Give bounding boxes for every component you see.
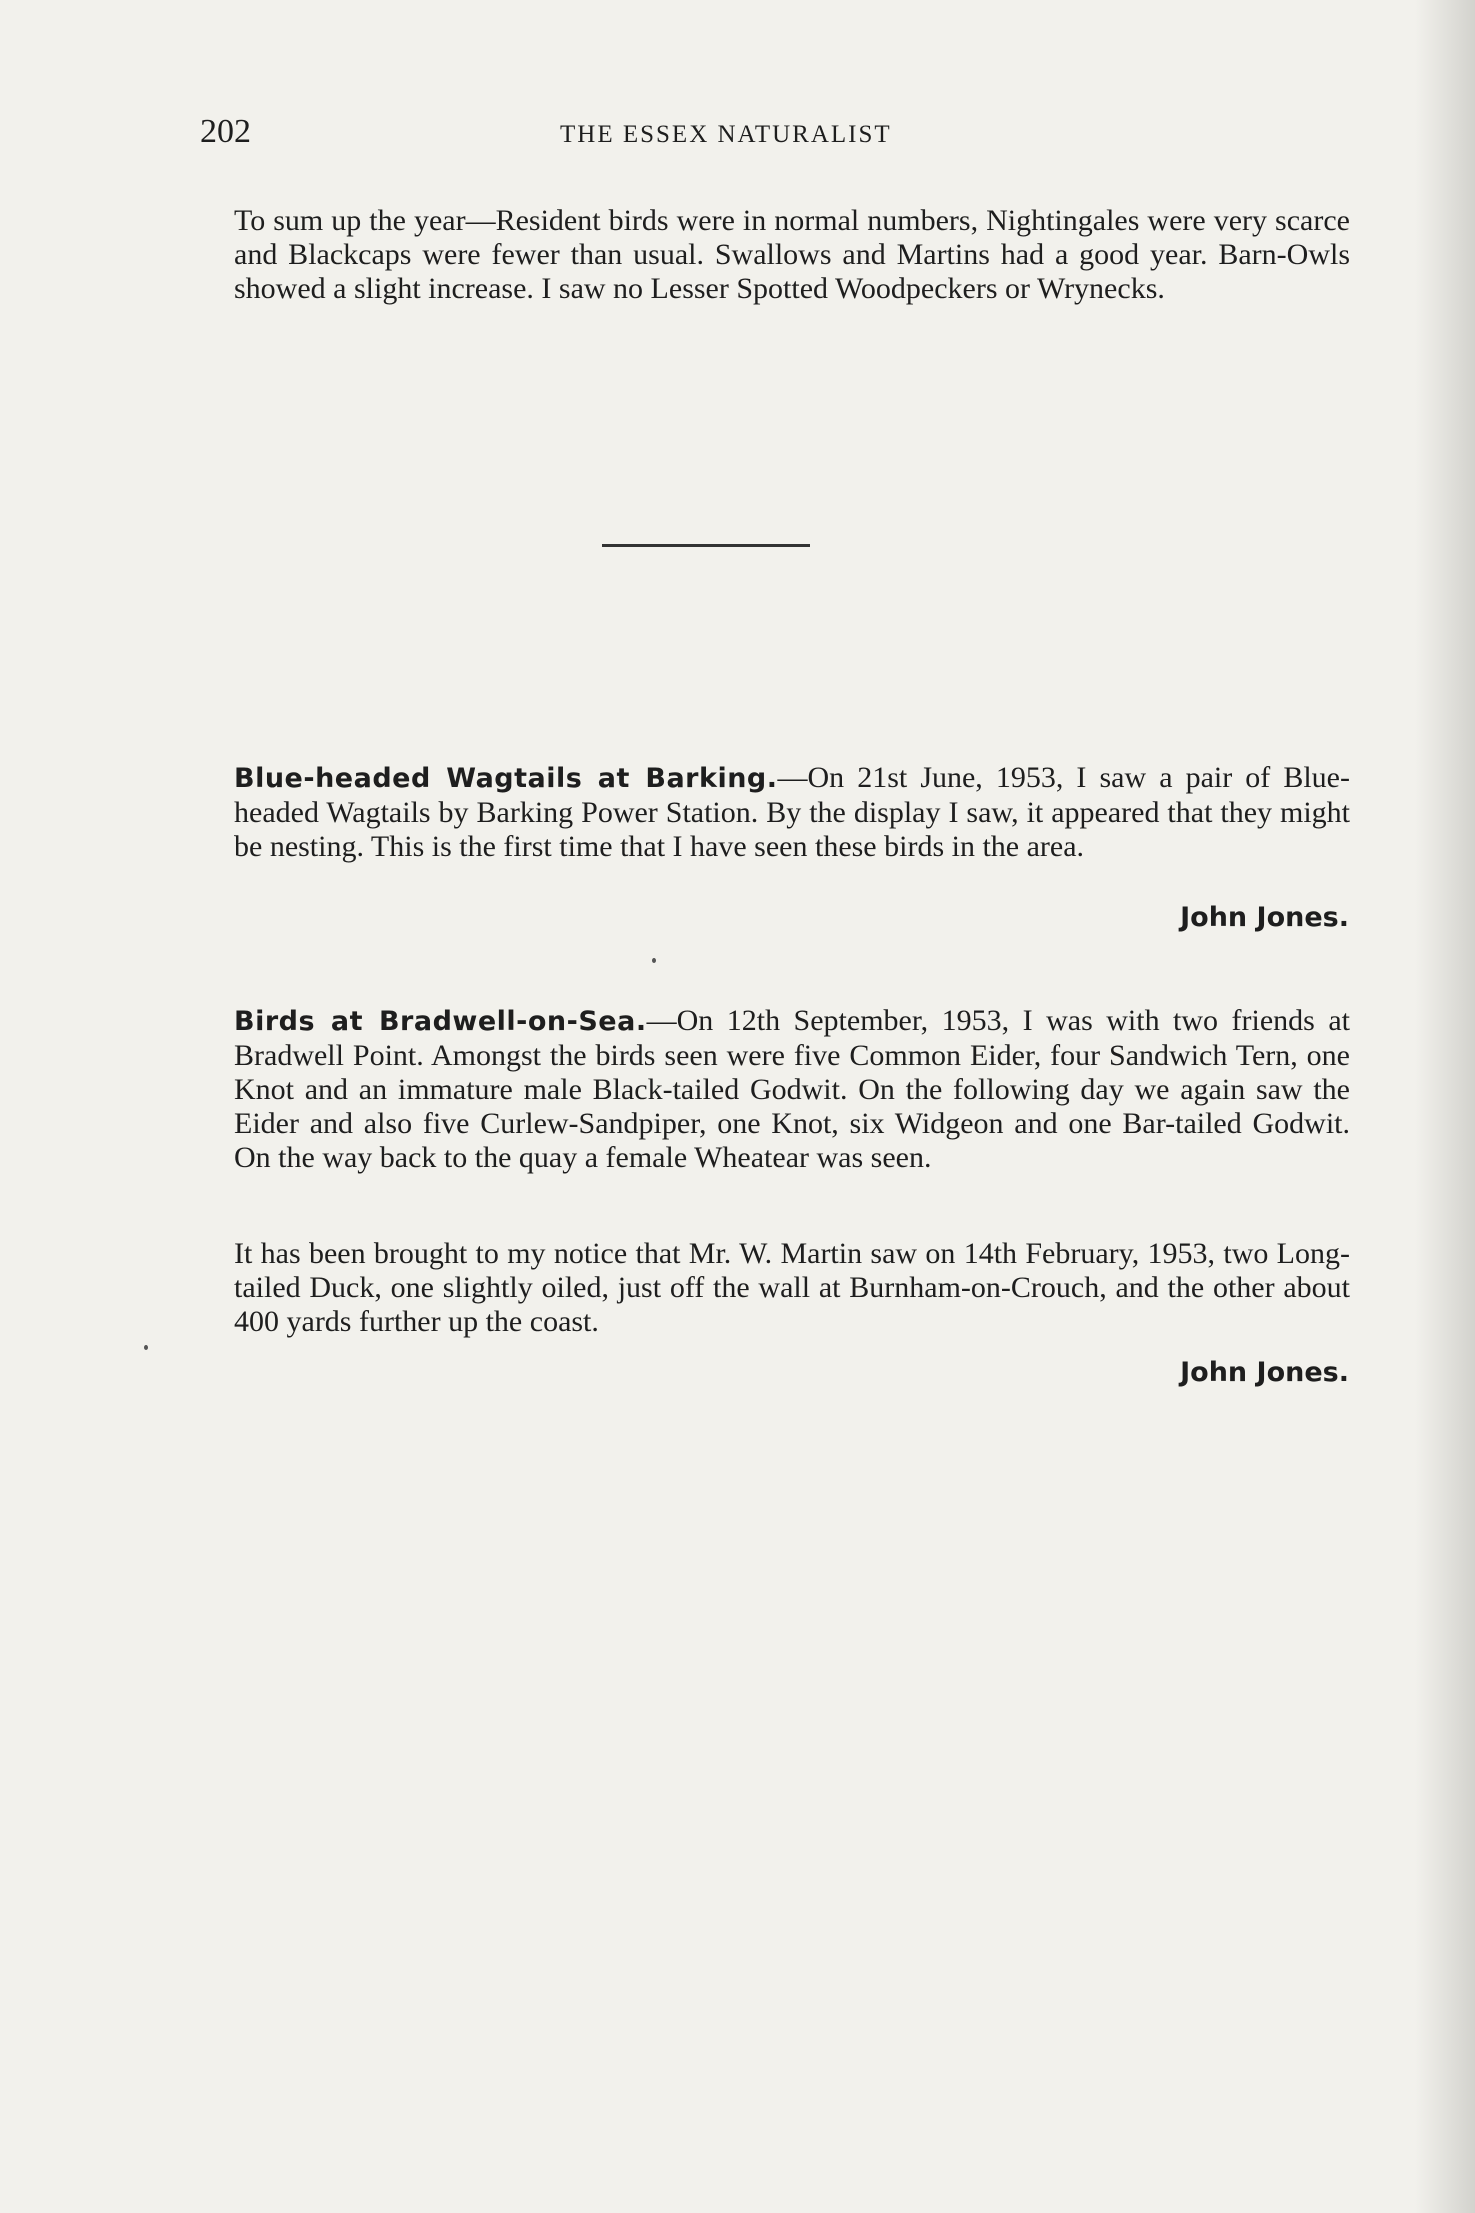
note-blue-headed-wagtails [234,761,1350,864]
page-header [200,113,1360,159]
note-text: —On 12th September, 1953, I was with two friends at Bradwell Point. Amongst the birds seen were five Common Eider, four Sandwich Tern, one Knot and an immature male Black-tailed Godwit. On the following day we again saw the Eider and also five Curlew-Sandpiper, one Knot, six Widgeon and one Bar-tailed Godwit. On the way back to the quay a female Wheatear was seen. [234,1004,1350,1174]
note-text: It has been brought to my notice that Mr. W. Martin saw on 14th February, 1953, two Long-tailed Duck, one slightly oiled, just off the wall at Burnham-on-Crouch, and the other about 400 yards further up the coast. [234,1237,1350,1338]
note-birds-at-bradwell [234,1004,1350,1175]
note-signature: John Jones. [1180,1357,1349,1388]
note-signature: John Jones. [1180,902,1349,933]
print-speck [144,1345,148,1350]
print-speck [652,958,656,963]
page-number: 202 [200,113,251,150]
note-text: —On 21st June, 1953, I saw a pair of Blue-headed Wagtails by Barking Power Station. By the display I saw, it appeared that they might be nesting. This is the first time that I have seen these birds in the area. [234,761,1350,863]
page-edge-shadow [1415,0,1475,2213]
note-heading: Birds at Bradwell-on-Sea. [234,1006,647,1037]
intro-paragraph [234,204,1350,306]
running-head: THE ESSEX NATURALIST [560,121,892,148]
note-continuation-paragraph [234,1237,1350,1339]
intro-text: To sum up the year—Resident birds were in normal numbers, Nightingales were very scarce and Blackcaps were fewer than usual. Swallows and Martins had a good year. Barn-Owls showed a slight increase. I saw no Lesser Spotted Woodpeckers or Wrynecks. [234,204,1350,305]
section-divider [602,544,810,547]
note-heading: Blue-headed Wagtails at Barking. [234,763,778,794]
